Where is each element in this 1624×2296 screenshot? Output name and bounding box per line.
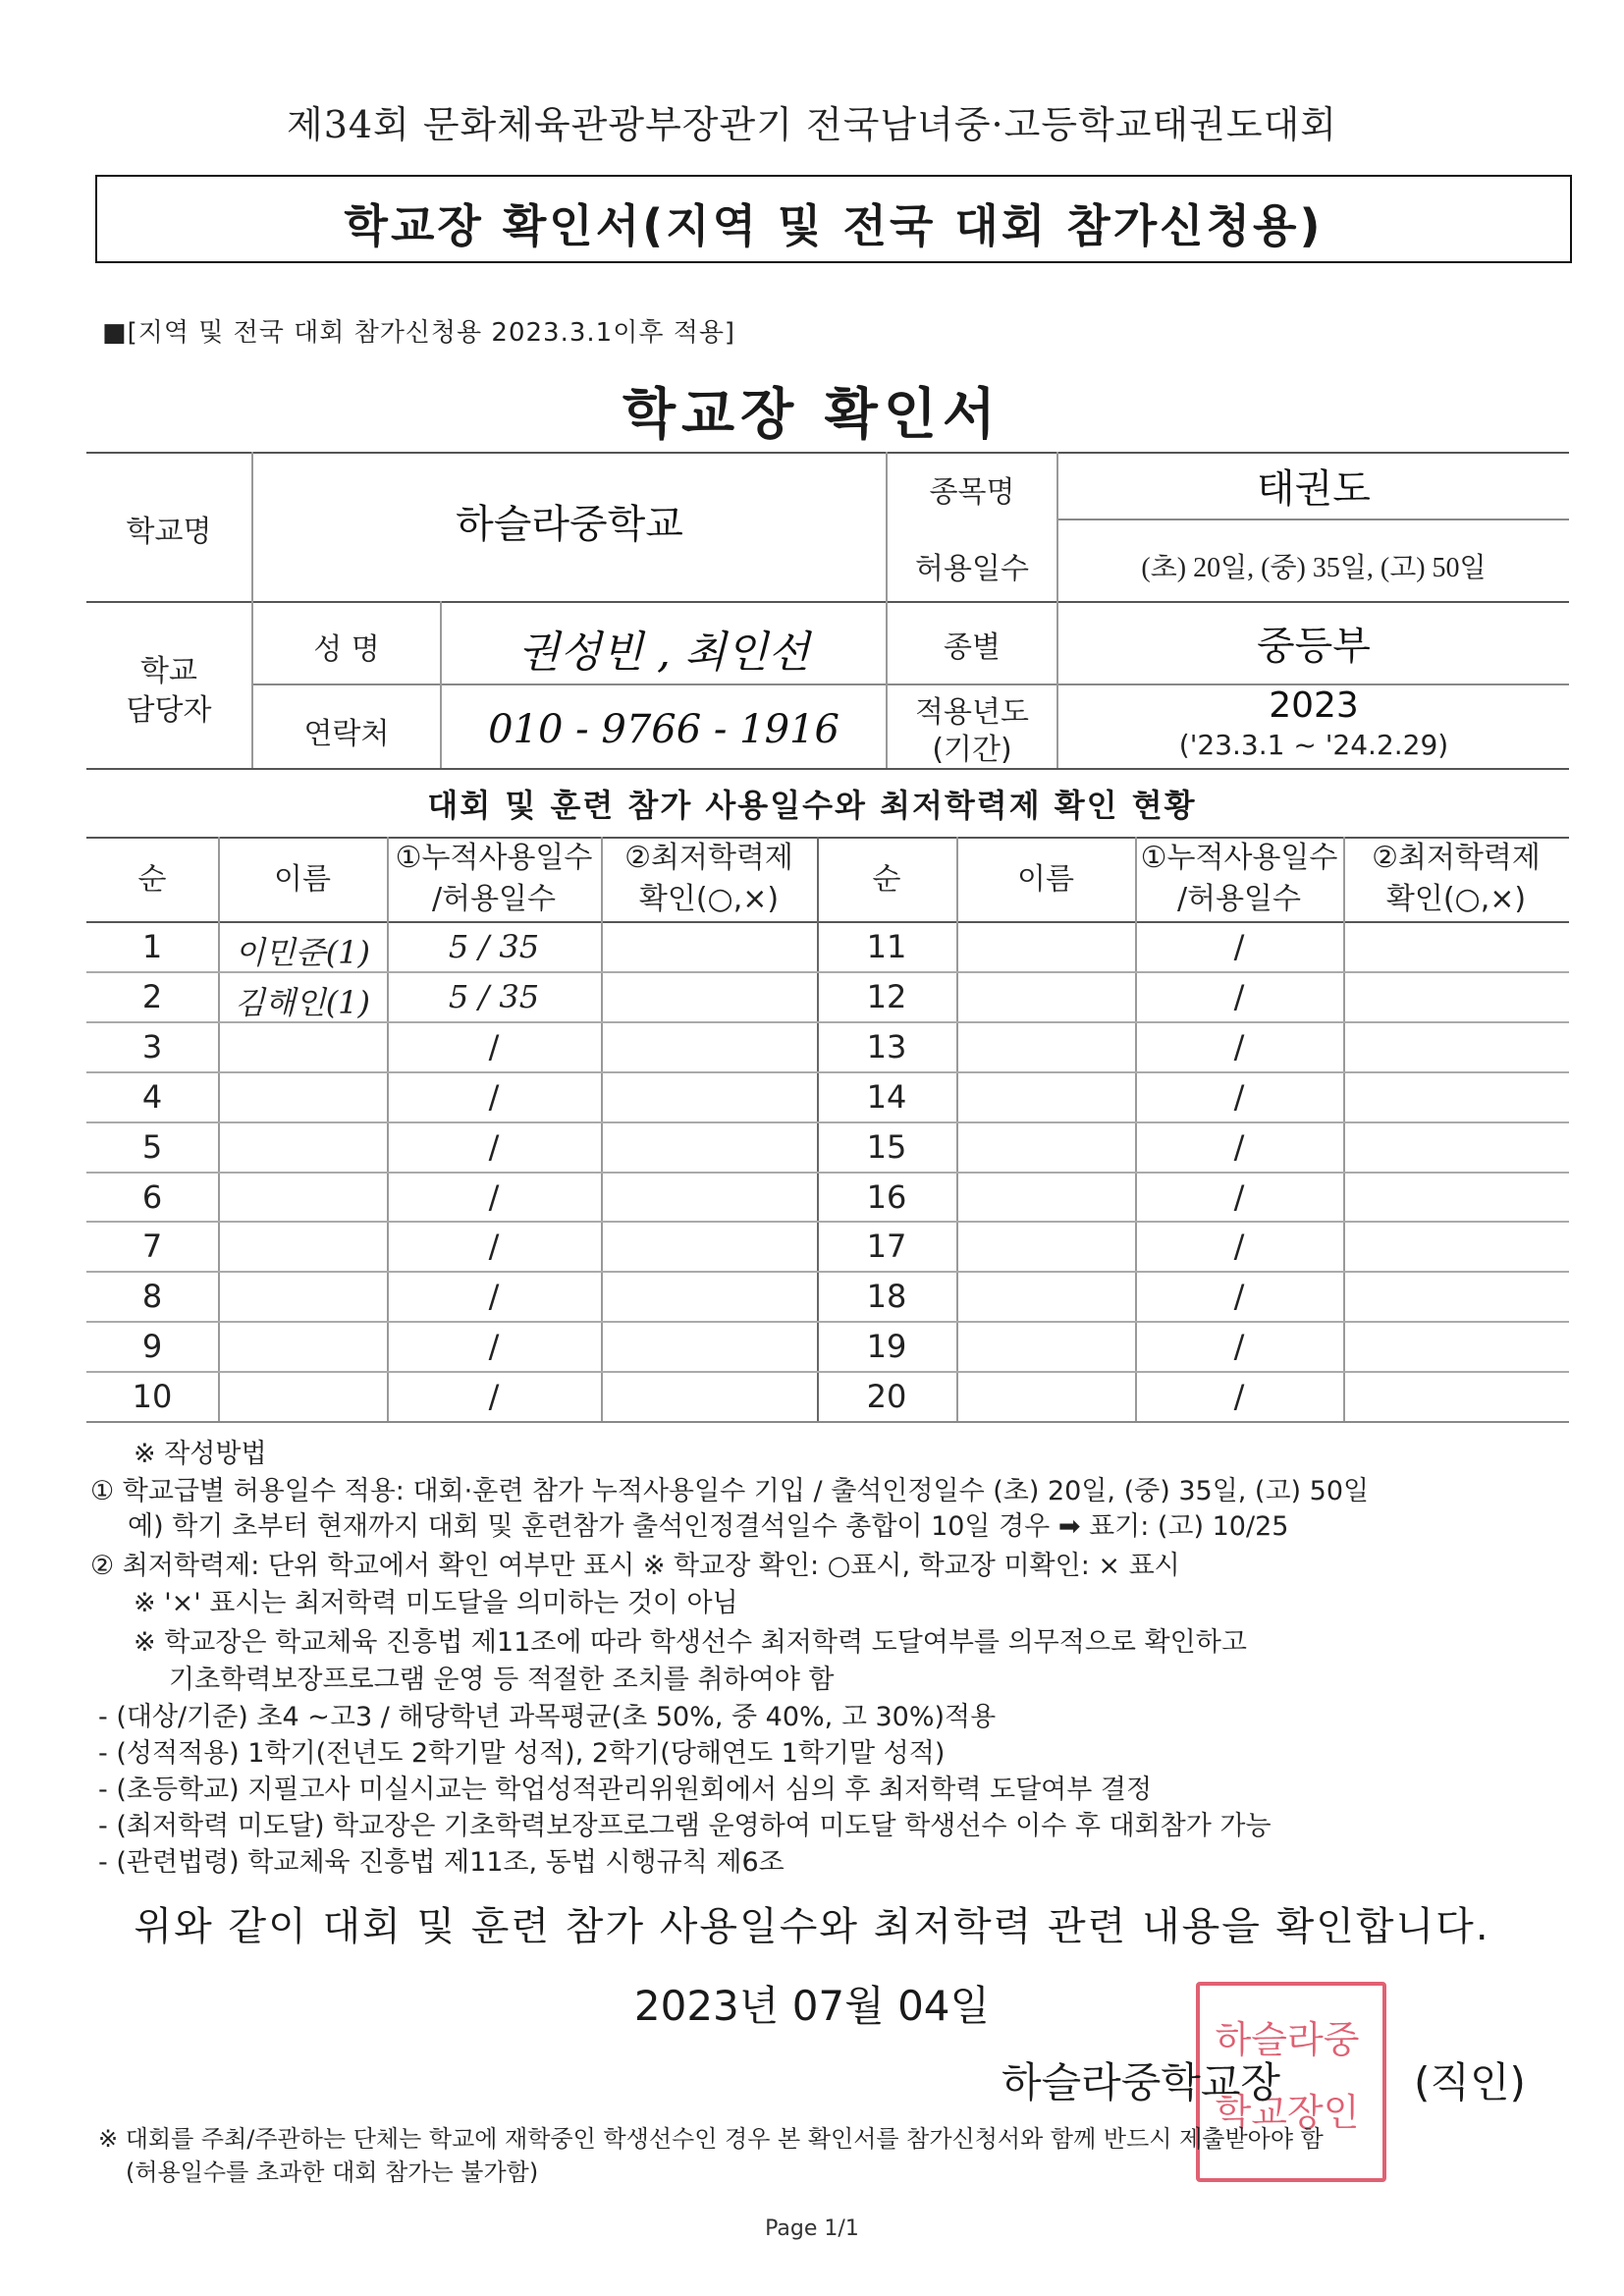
- detail-2: - (성적적용) 1학기(전년도 2학기말 성적), 2학기(당해연도 1학기말 성적): [98, 1738, 946, 1769]
- header-check-1-right: ②최저학력제: [1372, 841, 1541, 875]
- row-no: 13: [866, 1027, 907, 1066]
- row-days: /: [1233, 928, 1245, 965]
- contact-value: 010 - 9766 - 1916: [488, 707, 839, 752]
- notes-heading: ※ 작성방법: [134, 1439, 267, 1469]
- row-no: 1: [141, 928, 163, 965]
- header-check-1: ②최저학력제: [624, 841, 793, 875]
- detail-5: - (관련법령) 학교체육 진흥법 제11조, 동법 시행규칙 제6조: [98, 1847, 785, 1878]
- school-name: 하슬라중학교: [456, 502, 683, 547]
- row-no: 15: [866, 1127, 907, 1166]
- row-no: 9: [141, 1328, 163, 1366]
- school-label: 학교명: [126, 515, 212, 549]
- header-days-2: /허용일수: [431, 882, 557, 916]
- header-no: 순: [137, 862, 167, 897]
- footer-note-1: ※ 대회를 주최/주관하는 단체는 학교에 재학중인 학생선수인 경우 본 확인서를 참가신청서와 함께 반드시 제출받아야 함: [98, 2125, 1324, 2153]
- row-days: /: [1233, 1278, 1245, 1316]
- row-no: 2: [141, 977, 163, 1015]
- note-1: ① 학교급별 허용일수 적용: 대회·훈련 참가 누적사용일수 기입 / 출석인정일수 (초) 20일, (중) 35일, (고) 50일: [90, 1476, 1370, 1506]
- header-days-1: ①누적사용일수: [395, 841, 593, 875]
- row-days: /: [1233, 1328, 1245, 1366]
- row-no: 5: [141, 1127, 163, 1166]
- note-1-example: 예) 학기 초부터 현재까지 대회 및 훈련참가 출석인정결석일수 총합이 10일 경우 ➡ 표기: (고) 10/25: [128, 1511, 1289, 1542]
- allowed-days-label: 허용일수: [915, 552, 1029, 586]
- row-name: 김해인(1): [234, 983, 371, 1021]
- row-no: 7: [141, 1228, 163, 1266]
- row-days: /: [1233, 1177, 1245, 1216]
- year-value: 2023: [1269, 685, 1359, 726]
- year-label-1: 적용년도: [915, 695, 1029, 730]
- detail-3: - (초등학교) 지필고사 미실시교는 학업성적관리위원회에서 심의 후 최저학력 도달여부 결정: [98, 1775, 1153, 1805]
- contact-label: 연락처: [303, 717, 390, 751]
- manager-label-1: 학교: [140, 654, 197, 688]
- note-2-a: ※ '×' 표시는 최저학력 미도달을 의미하는 것이 아님: [134, 1588, 738, 1618]
- sport-value: 태권도: [1257, 466, 1371, 512]
- row-no: 6: [141, 1177, 163, 1216]
- sub-title: 학교장 확인서: [622, 383, 1002, 447]
- row-days: /: [488, 1278, 500, 1316]
- division-label: 종별: [944, 630, 1001, 665]
- row-days: /: [1233, 1027, 1245, 1066]
- name-label: 성 명: [313, 632, 380, 667]
- row-days: /: [1233, 1127, 1245, 1166]
- row-no: 3: [141, 1027, 163, 1066]
- row-no: 11: [866, 928, 907, 965]
- row-days: 5 / 35: [448, 928, 540, 965]
- confirmation-date: 2023년 07월 04일: [633, 1982, 991, 2030]
- row-no: 18: [866, 1278, 907, 1316]
- row-no: 19: [866, 1328, 907, 1366]
- footer-note-2: (허용일수를 초과한 대회 참가는 불가함): [126, 2159, 539, 2186]
- row-days: /: [1233, 977, 1245, 1015]
- note-2-c: 기초학력보장프로그램 운영 등 적절한 조치를 취하여야 함: [169, 1665, 835, 1695]
- row-days: /: [488, 1378, 500, 1416]
- confirmation-text: 위와 같이 대회 및 훈련 참가 사용일수와 최저학력 관련 내용을 확인합니다.: [134, 1904, 1490, 1949]
- note-2-b: ※ 학교장은 학교체육 진흥법 제11조에 따라 학생선수 최저학력 도달여부를 의무적으로 확인하고: [134, 1627, 1247, 1658]
- detail-4: - (최저학력 미도달) 학교장은 기초학력보장프로그램 운영하여 미도달 학생선수 이수 후 대회참가 가능: [98, 1811, 1272, 1841]
- row-no: 16: [866, 1177, 907, 1216]
- year-label-2: (기간): [932, 733, 1012, 767]
- row-name: 이민준(1): [234, 934, 371, 971]
- row-days: /: [488, 1027, 500, 1066]
- detail-1: - (대상/기준) 초4 ~고3 / 해당학년 과목평균(초 50%, 중 40%, 고 30%)적용: [98, 1702, 997, 1732]
- header-check-2-right: 확인(○,×): [1385, 882, 1527, 916]
- row-days: /: [1233, 1077, 1245, 1116]
- row-days: /: [488, 1127, 500, 1166]
- row-days: /: [488, 1328, 500, 1366]
- period-value: ('23.3.1 ~ '24.2.29): [1178, 729, 1449, 761]
- note-2: ② 최저학력제: 단위 학교에서 확인 여부만 표시 ※ 학교장 확인: ○표시, 학교장 미확인: × 표시: [90, 1551, 1180, 1581]
- row-days: /: [1233, 1378, 1245, 1416]
- row-no: 12: [866, 977, 907, 1015]
- main-title: 학교장 확인서(지역 및 전국 대회 참가신청용): [344, 199, 1324, 252]
- principal-name: 하슬라중학교장: [1001, 2058, 1281, 2106]
- header-days-1-right: ①누적사용일수: [1140, 841, 1338, 875]
- row-no: 17: [866, 1228, 907, 1266]
- sport-label: 종목명: [929, 475, 1015, 510]
- row-days: /: [488, 1077, 500, 1116]
- header-name: 이름: [274, 862, 331, 897]
- status-title: 대회 및 훈련 참가 사용일수와 최저학력제 확인 현황: [427, 787, 1197, 824]
- row-no: 8: [141, 1278, 163, 1316]
- row-no: 10: [132, 1378, 173, 1416]
- header-check-2: 확인(○,×): [638, 882, 780, 916]
- name-value: 권성빈 , 최인선: [517, 628, 810, 678]
- row-no: 4: [141, 1077, 163, 1116]
- row-no: 20: [866, 1378, 907, 1416]
- official-seal-text: 하슬라중 학교장인: [1215, 2018, 1360, 2134]
- row-no: 14: [866, 1077, 907, 1116]
- row-days: /: [1233, 1228, 1245, 1266]
- page-number: Page 1/1: [765, 2216, 859, 2241]
- seal-label: (직인): [1414, 2058, 1526, 2106]
- header-days-2-right: /허용일수: [1176, 882, 1302, 916]
- manager-label-2: 담당자: [126, 693, 212, 728]
- header-no-right: 순: [872, 862, 901, 897]
- apply-note: ■[지역 및 전국 대회 참가신청용 2023.3.1이후 적용]: [102, 318, 736, 348]
- division-value: 중등부: [1257, 624, 1371, 669]
- event-title: 제34회 문화체육관광부장관기 전국남녀중·고등학교태권도대회: [286, 103, 1337, 146]
- header-name-right: 이름: [1017, 862, 1074, 897]
- allowed-days-value: (초) 20일, (중) 35일, (고) 50일: [1141, 553, 1487, 583]
- row-days: /: [488, 1177, 500, 1216]
- row-days: 5 / 35: [448, 977, 540, 1015]
- row-days: /: [488, 1228, 500, 1266]
